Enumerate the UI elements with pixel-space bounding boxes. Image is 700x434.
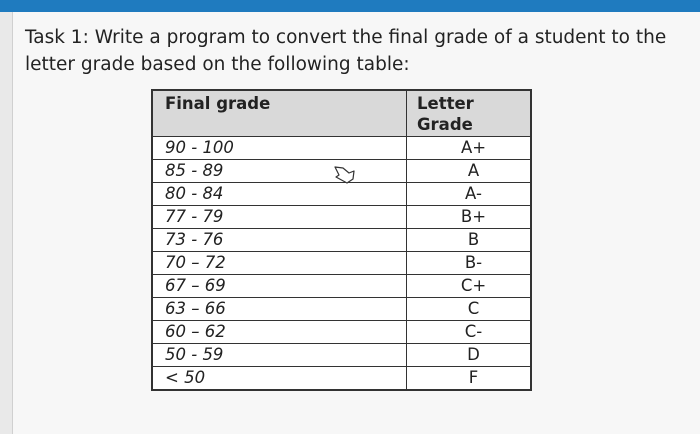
task-description: Task 1: Write a program to convert the final grade of a student to the letter grade based on the following table: <box>25 27 667 75</box>
table-row <box>152 298 531 321</box>
grade-range-cell: 70 – 72 <box>152 252 407 275</box>
grade-range-cell: 85 - 89 <box>152 160 407 183</box>
table-row <box>152 252 531 275</box>
grade-range-cell: 90 - 100 <box>152 137 407 160</box>
grade-conversion-table <box>151 89 532 391</box>
letter-grade-cell: C- <box>407 321 532 344</box>
letter-grade-cell: D <box>407 344 532 367</box>
header-letter-grade: Letter Grade <box>407 90 532 137</box>
table-row <box>152 206 531 229</box>
grade-range-cell: 50 - 59 <box>152 344 407 367</box>
letter-grade-cell: B+ <box>407 206 532 229</box>
table-row <box>152 137 531 160</box>
grade-range-cell: < 50 <box>152 367 407 391</box>
grade-range-cell: 67 – 69 <box>152 275 407 298</box>
table-row <box>152 321 531 344</box>
top-accent-bar <box>0 0 700 12</box>
letter-grade-cell: A <box>407 160 532 183</box>
table-header-row <box>152 90 531 137</box>
grade-range-cell: 60 – 62 <box>152 321 407 344</box>
letter-grade-cell: B <box>407 229 532 252</box>
letter-grade-cell: A+ <box>407 137 532 160</box>
grade-range-cell: 63 – 66 <box>152 298 407 321</box>
table-row <box>152 229 531 252</box>
letter-grade-cell: A- <box>407 183 532 206</box>
pointer-cursor-icon <box>333 165 357 187</box>
table-row <box>152 367 531 391</box>
letter-grade-cell: C+ <box>407 275 532 298</box>
grade-range-cell: 80 - 84 <box>152 183 407 206</box>
letter-grade-cell: F <box>407 367 532 391</box>
table-row <box>152 344 531 367</box>
grade-range-cell: 77 - 79 <box>152 206 407 229</box>
grade-range-cell: 73 - 76 <box>152 229 407 252</box>
letter-grade-cell: C <box>407 298 532 321</box>
letter-grade-cell: B- <box>407 252 532 275</box>
header-final-grade: Final grade <box>152 90 407 137</box>
table-row <box>152 275 531 298</box>
